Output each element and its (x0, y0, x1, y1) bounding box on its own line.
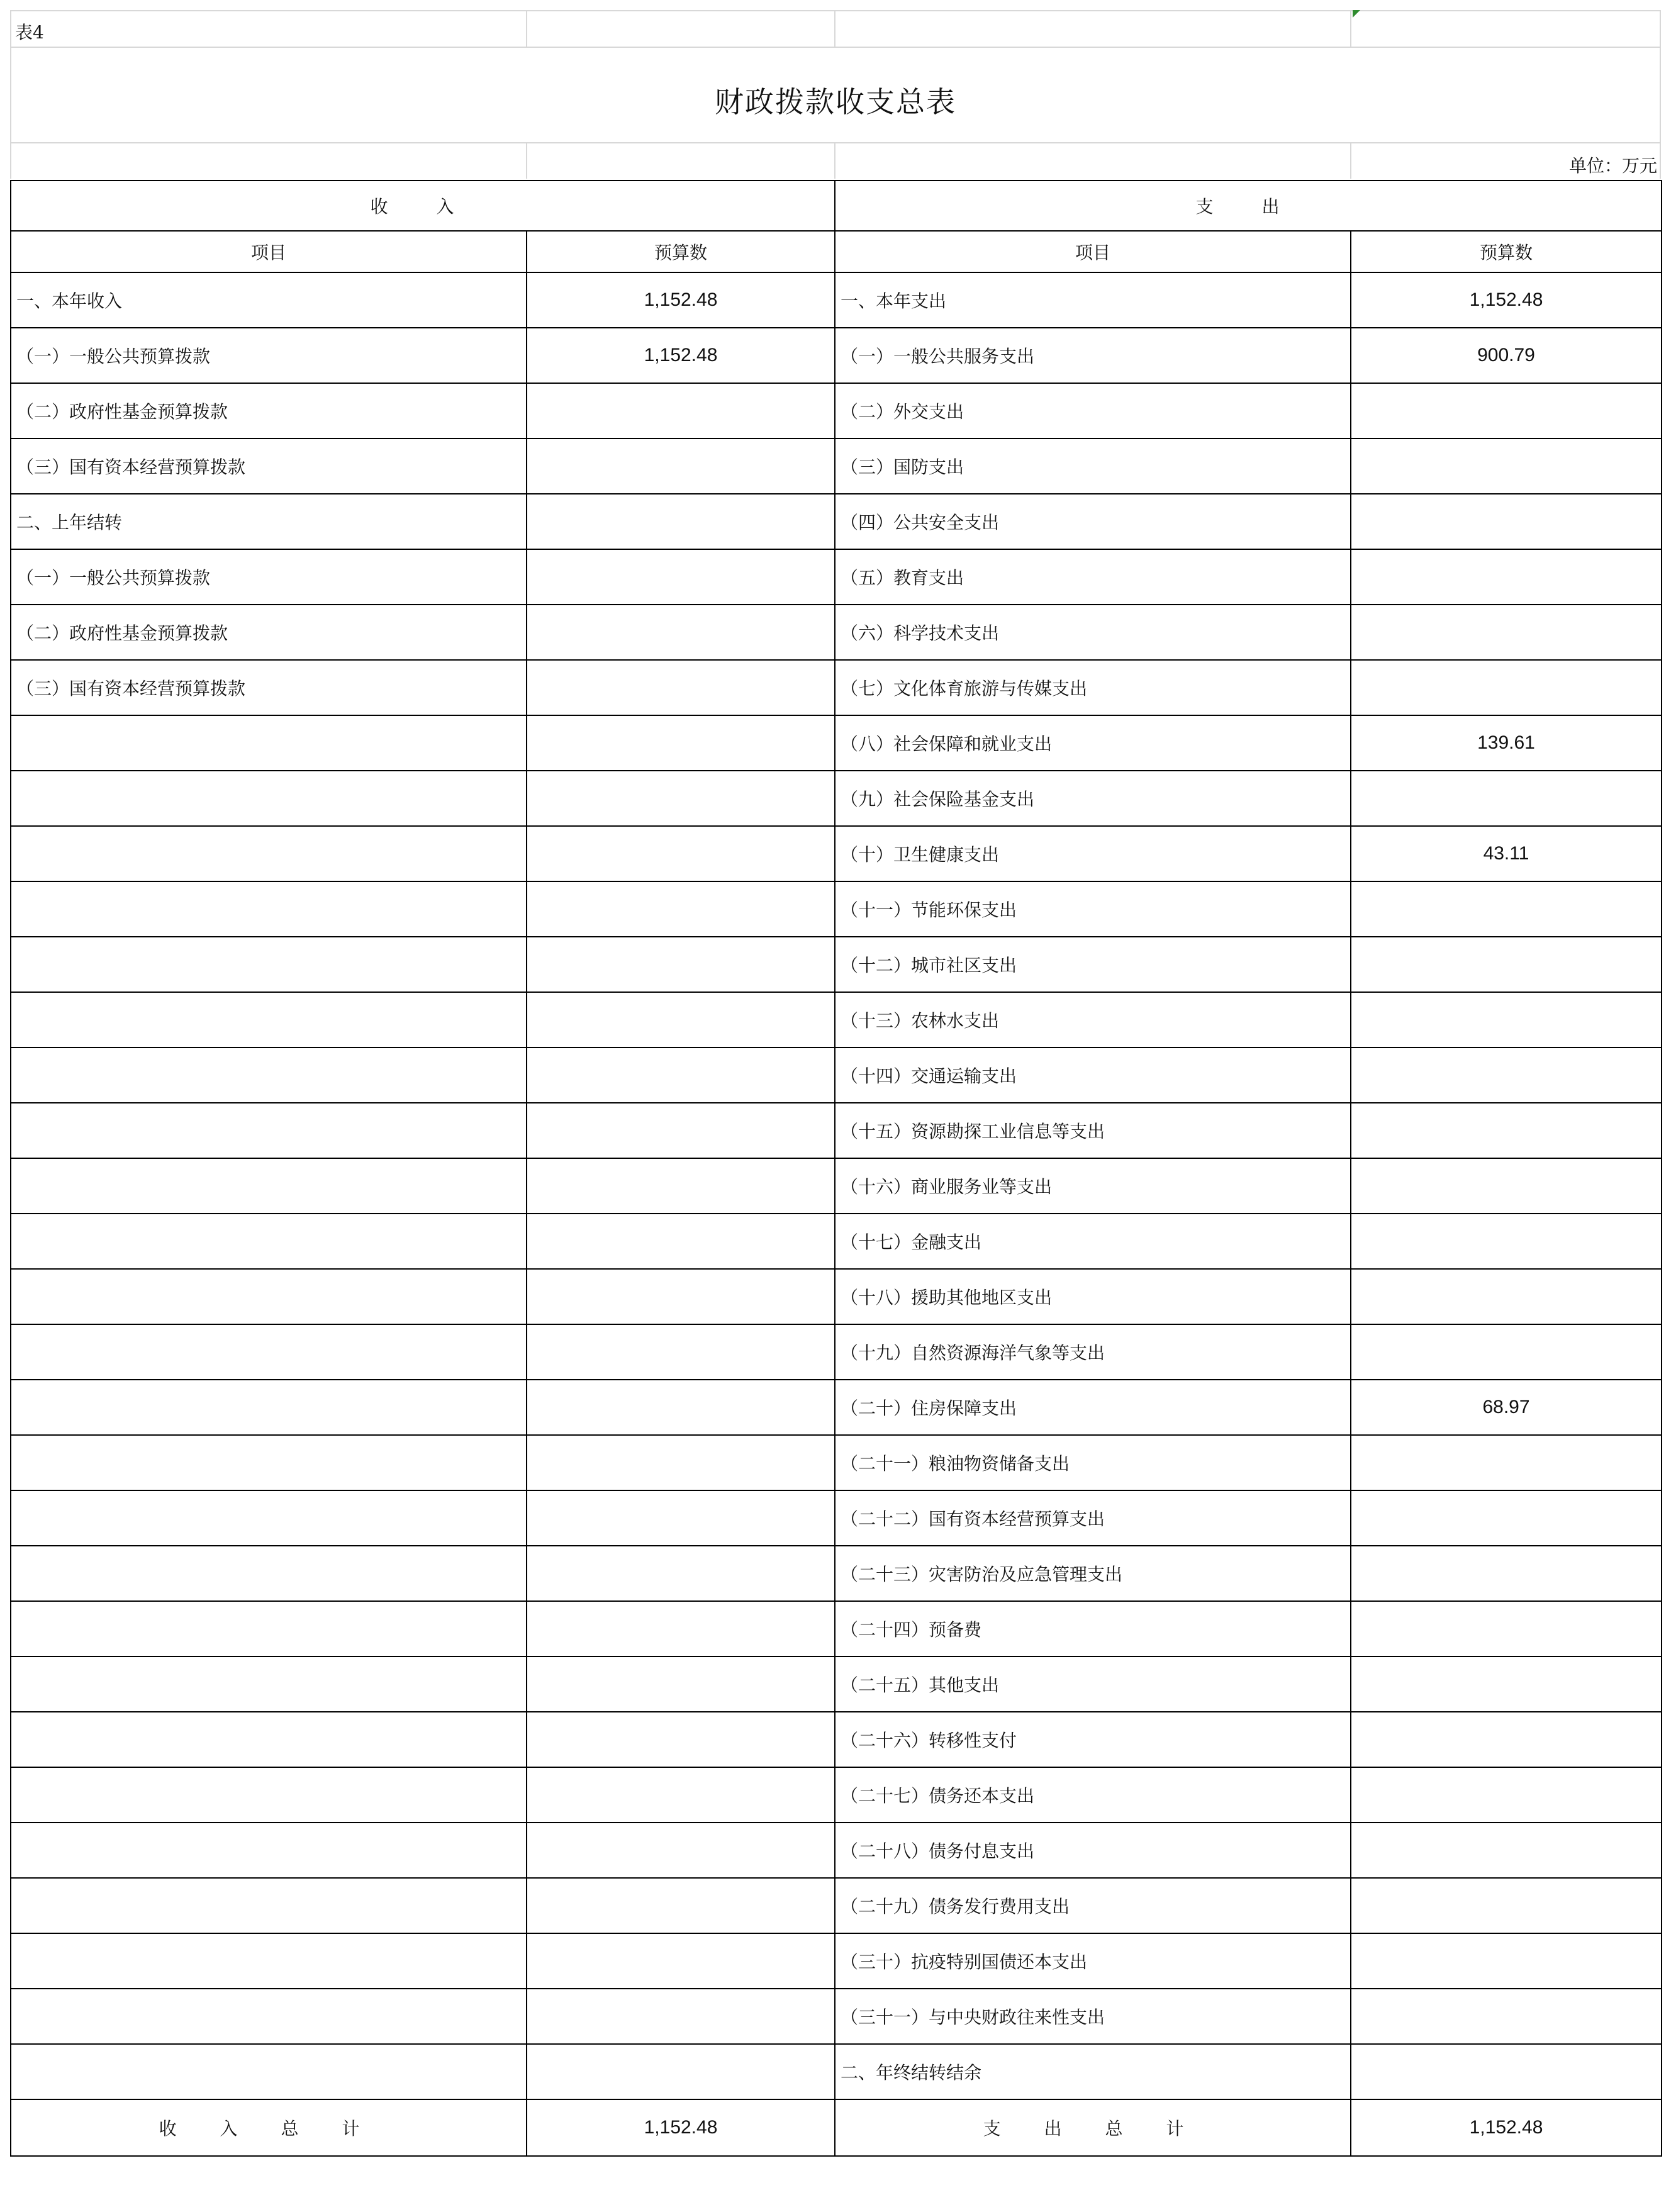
expense-item-cell: （十九）自然资源海洋气象等支出 (835, 1324, 1351, 1380)
expense-item-cell: （十五）资源勘探工业信息等支出 (835, 1103, 1351, 1158)
expense-item-cell: （九）社会保险基金支出 (835, 771, 1351, 826)
table-row (11, 1103, 1662, 1158)
expense-value-cell: 68.97 (1351, 1380, 1662, 1435)
income-item-cell: （三）国有资本经营预算拨款 (11, 438, 527, 494)
expense-value-cell: 139.61 (1351, 715, 1662, 771)
income-item-cell (11, 1767, 527, 1823)
income-value-cell (527, 2044, 835, 2099)
table-row (11, 715, 1662, 771)
income-value-cell (527, 383, 835, 438)
table-row (11, 1214, 1662, 1269)
table-row (11, 771, 1662, 826)
income-item-cell (11, 1933, 527, 1989)
income-value-cell (527, 826, 835, 881)
table-row (11, 1712, 1662, 1767)
expense-item-cell: （二十七）债务还本支出 (835, 1767, 1351, 1823)
expense-item-cell: （八）社会保障和就业支出 (835, 715, 1351, 771)
income-item-cell: （二）政府性基金预算拨款 (11, 383, 527, 438)
expense-total-value: 1,152.48 (1351, 2099, 1662, 2156)
income-item-cell (11, 1324, 527, 1380)
expense-value-cell (1351, 1490, 1662, 1546)
income-value-cell (527, 881, 835, 937)
table-row (11, 438, 1662, 494)
income-value-cell (527, 1435, 835, 1490)
income-value-cell (527, 1158, 835, 1214)
table-row (11, 2044, 1662, 2099)
income-value-cell (527, 1601, 835, 1656)
expense-value-cell (1351, 438, 1662, 494)
table-row (11, 992, 1662, 1047)
table-row (11, 1158, 1662, 1214)
income-value-cell (527, 1933, 835, 1989)
income-value-cell (527, 605, 835, 660)
gridline (526, 10, 527, 47)
income-value-cell (527, 1103, 835, 1158)
income-total-value: 1,152.48 (527, 2099, 835, 2156)
income-item-cell (11, 1435, 527, 1490)
expense-item-cell: （五）教育支出 (835, 549, 1351, 605)
gridline (834, 142, 836, 179)
expense-value-cell (1351, 383, 1662, 438)
expense-value-cell (1351, 605, 1662, 660)
income-item-cell (11, 1047, 527, 1103)
table-row (11, 1546, 1662, 1601)
expense-item-cell: （三）国防支出 (835, 438, 1351, 494)
income-value-cell (527, 1656, 835, 1712)
table-row (11, 1490, 1662, 1546)
expense-item-cell: 一、本年支出 (835, 272, 1351, 328)
expense-value-cell (1351, 1712, 1662, 1767)
table-row (11, 1435, 1662, 1490)
income-value-cell (527, 937, 835, 992)
expense-value-cell (1351, 1933, 1662, 1989)
table-row (11, 1933, 1662, 1989)
table-row (11, 328, 1662, 383)
column-header-row (11, 231, 1662, 272)
sheet-header-area (10, 10, 1661, 179)
income-value-cell (527, 549, 835, 605)
gridline (526, 142, 527, 179)
income-item-cell: （一）一般公共预算拨款 (11, 328, 527, 383)
expense-value-cell (1351, 992, 1662, 1047)
income-item-cell (11, 2044, 527, 2099)
income-value-cell (527, 1767, 835, 1823)
income-item-cell (11, 992, 527, 1047)
income-value-cell (527, 771, 835, 826)
table-row (11, 826, 1662, 881)
expense-section-header: 支 出 (835, 181, 1662, 231)
table-row (11, 937, 1662, 992)
table-row (11, 1656, 1662, 1712)
expense-value-cell (1351, 771, 1662, 826)
gridline (10, 47, 1661, 48)
income-value-cell (527, 992, 835, 1047)
income-value-cell (527, 1269, 835, 1324)
income-item-cell (11, 1103, 527, 1158)
expense-item-cell: （十六）商业服务业等支出 (835, 1158, 1351, 1214)
table-row (11, 881, 1662, 937)
expense-item-cell: （二十五）其他支出 (835, 1656, 1351, 1712)
expense-item-cell: （二十三）灾害防治及应急管理支出 (835, 1546, 1351, 1601)
expense-item-cell: （十八）援助其他地区支出 (835, 1269, 1351, 1324)
income-item-cell (11, 1712, 527, 1767)
expense-value-cell (1351, 1158, 1662, 1214)
expense-value-cell (1351, 1435, 1662, 1490)
table-row (11, 272, 1662, 328)
gridline (834, 10, 836, 47)
table-row (11, 1047, 1662, 1103)
expense-value-cell (1351, 1601, 1662, 1656)
income-item-cell (11, 826, 527, 881)
income-item-cell (11, 1214, 527, 1269)
gridline (1350, 142, 1351, 179)
income-item-cell: 二、上年结转 (11, 494, 527, 549)
expense-value-cell (1351, 549, 1662, 605)
income-item-cell (11, 1989, 527, 2044)
income-item-cell (11, 715, 527, 771)
unit-label: 单位：万元 (1568, 155, 1657, 176)
expense-value-cell (1351, 1214, 1662, 1269)
income-value-cell: 1,152.48 (527, 328, 835, 383)
expense-value-cell (1351, 881, 1662, 937)
expense-item-cell: （二十九）债务发行费用支出 (835, 1878, 1351, 1933)
expense-value-cell: 1,152.48 (1351, 272, 1662, 328)
expense-value-cell (1351, 1324, 1662, 1380)
expense-item-cell: （二）外交支出 (835, 383, 1351, 438)
income-item-cell: （二）政府性基金预算拨款 (11, 605, 527, 660)
table-row (11, 1601, 1662, 1656)
section-header-row (11, 181, 1662, 231)
table-row (11, 1269, 1662, 1324)
income-value-cell (527, 715, 835, 771)
total-row (11, 2099, 1662, 2156)
expense-value-cell (1351, 1269, 1662, 1324)
table-row (11, 549, 1662, 605)
income-value-cell: 1,152.48 (527, 272, 835, 328)
sheet-label: 表4 (15, 22, 44, 43)
income-value-cell (527, 1324, 835, 1380)
table-row (11, 383, 1662, 438)
table-row (11, 1989, 1662, 2044)
expense-item-cell: （七）文化体育旅游与传媒支出 (835, 660, 1351, 715)
expense-value-cell (1351, 1878, 1662, 1933)
expense-value-cell (1351, 937, 1662, 992)
page-title: 财政拨款收支总表 (715, 85, 956, 119)
income-item-cell (11, 1656, 527, 1712)
income-item-cell (11, 1878, 527, 1933)
income-value-cell (527, 1214, 835, 1269)
expense-item-cell: （二十四）预备费 (835, 1601, 1351, 1656)
table-row (11, 1878, 1662, 1933)
income-value-cell (527, 494, 835, 549)
income-section-header: 收 入 (11, 181, 835, 231)
income-item-header: 项目 (11, 231, 527, 272)
expense-item-cell: （二十六）转移性支付 (835, 1712, 1351, 1767)
expense-item-cell: （二十二）国有资本经营预算支出 (835, 1490, 1351, 1546)
income-item-cell: （一）一般公共预算拨款 (11, 549, 527, 605)
table-row (11, 660, 1662, 715)
income-item-cell (11, 881, 527, 937)
gridline (10, 10, 1661, 11)
income-item-cell (11, 937, 527, 992)
expense-item-cell: （六）科学技术支出 (835, 605, 1351, 660)
expense-value-cell (1351, 494, 1662, 549)
table-row (11, 1823, 1662, 1878)
expense-value-cell (1351, 1103, 1662, 1158)
expense-item-header: 项目 (835, 231, 1351, 272)
expense-value-cell (1351, 1989, 1662, 2044)
income-item-cell (11, 1823, 527, 1878)
income-value-cell (527, 1712, 835, 1767)
gridline (10, 142, 1661, 143)
expense-value-cell (1351, 2044, 1662, 2099)
income-value-cell (527, 1989, 835, 2044)
income-item-cell (11, 1490, 527, 1546)
expense-item-cell: （十四）交通运输支出 (835, 1047, 1351, 1103)
expense-budget-header: 预算数 (1351, 231, 1662, 272)
expense-item-cell: （十一）节能环保支出 (835, 881, 1351, 937)
gridline (1350, 10, 1351, 47)
expense-item-cell: （十三）农林水支出 (835, 992, 1351, 1047)
income-budget-header: 预算数 (527, 231, 835, 272)
income-value-cell (527, 1380, 835, 1435)
income-item-cell (11, 1546, 527, 1601)
expense-value-cell: 43.11 (1351, 826, 1662, 881)
income-value-cell (527, 438, 835, 494)
expense-item-cell: （二十）住房保障支出 (835, 1380, 1351, 1435)
expense-item-cell: 二、年终结转结余 (835, 2044, 1351, 2099)
income-value-cell (527, 1047, 835, 1103)
expense-value-cell (1351, 660, 1662, 715)
expense-value-cell (1351, 1047, 1662, 1103)
expense-item-cell: （三十）抗疫特别国债还本支出 (835, 1933, 1351, 1989)
income-item-cell (11, 1158, 527, 1214)
income-value-cell (527, 1823, 835, 1878)
expense-value-cell (1351, 1656, 1662, 1712)
expense-item-cell: （十）卫生健康支出 (835, 826, 1351, 881)
income-item-cell (11, 1269, 527, 1324)
table-row (11, 605, 1662, 660)
expense-item-cell: （一）一般公共服务支出 (835, 328, 1351, 383)
expense-value-cell (1351, 1767, 1662, 1823)
expense-item-cell: （十二）城市社区支出 (835, 937, 1351, 992)
expense-item-cell: （二十八）债务付息支出 (835, 1823, 1351, 1878)
income-item-cell (11, 1601, 527, 1656)
table-row (11, 1380, 1662, 1435)
table-row (11, 494, 1662, 549)
table-row (11, 1767, 1662, 1823)
expense-value-cell (1351, 1823, 1662, 1878)
income-value-cell (527, 1878, 835, 1933)
table-row (11, 1324, 1662, 1380)
budget-table (10, 180, 1662, 2157)
income-item-cell (11, 771, 527, 826)
expense-item-cell: （二十一）粮油物资储备支出 (835, 1435, 1351, 1490)
expense-value-cell (1351, 1546, 1662, 1601)
income-item-cell: （三）国有资本经营预算拨款 (11, 660, 527, 715)
income-item-cell (11, 1380, 527, 1435)
income-value-cell (527, 1546, 835, 1601)
expense-value-cell: 900.79 (1351, 328, 1662, 383)
income-value-cell (527, 1490, 835, 1546)
expense-item-cell: （四）公共安全支出 (835, 494, 1351, 549)
income-value-cell (527, 660, 835, 715)
income-total-label: 收 入 总 计 (11, 2099, 527, 2156)
cell-comment-marker (1353, 10, 1360, 18)
expense-item-cell: （十七）金融支出 (835, 1214, 1351, 1269)
income-item-cell: 一、本年收入 (11, 272, 527, 328)
expense-total-label: 支 出 总 计 (835, 2099, 1351, 2156)
expense-item-cell: （三十一）与中央财政往来性支出 (835, 1989, 1351, 2044)
